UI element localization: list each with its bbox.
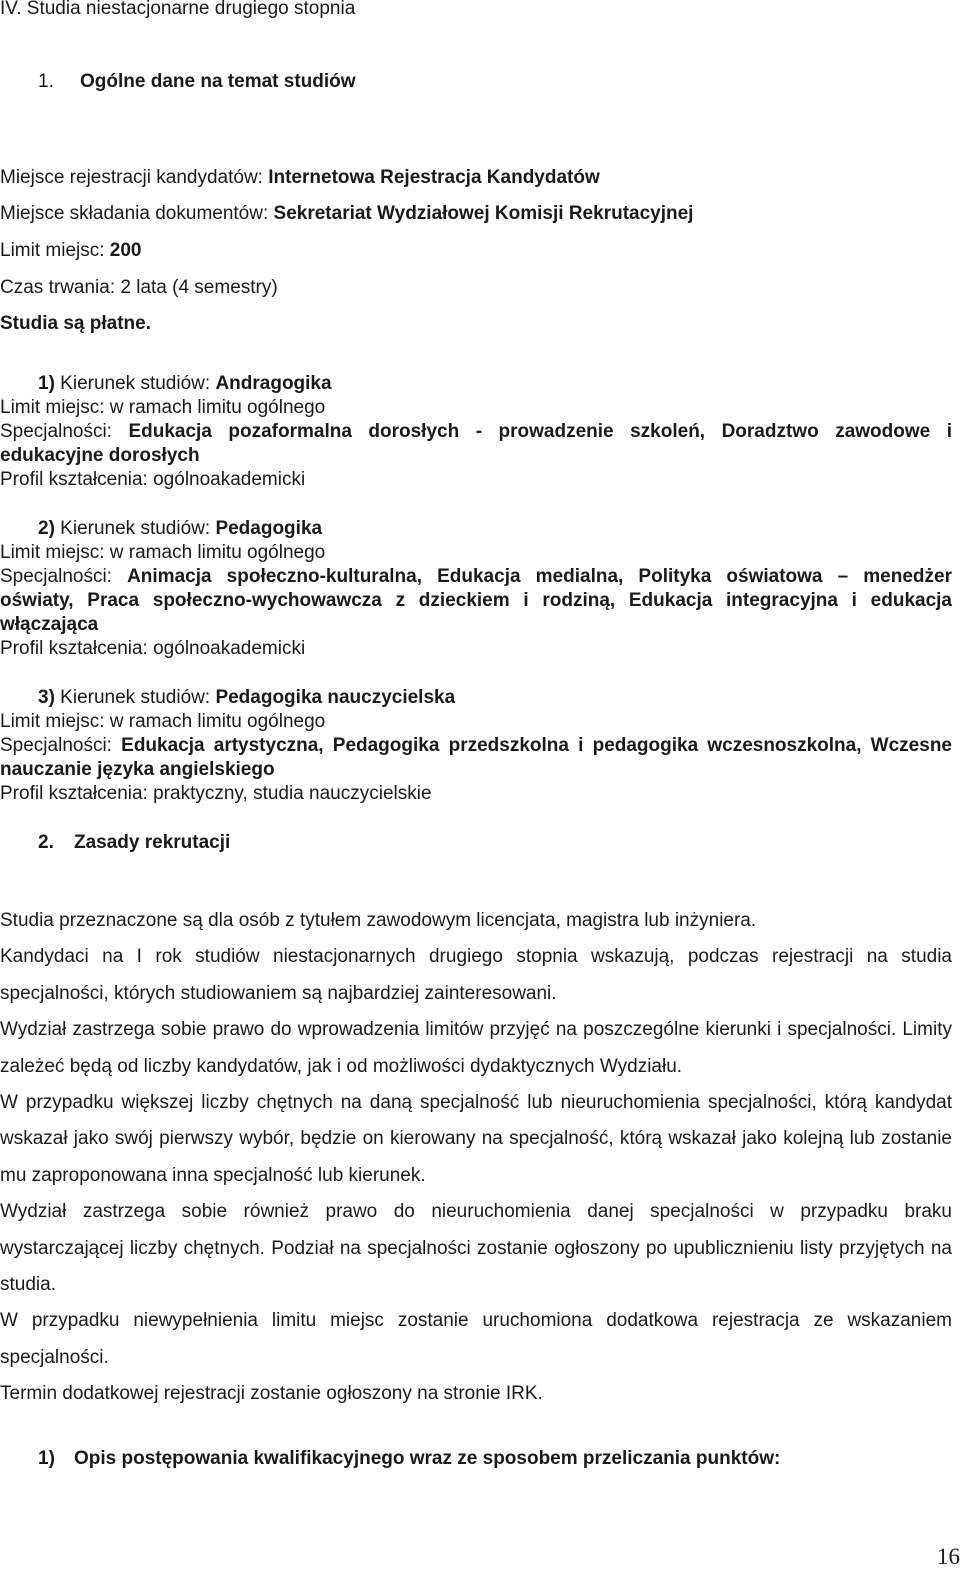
direction-specialties: Specjalności: Edukacja pozaformalna dorosłych - prowadzenie szkoleń, Doradztwo zawodowe i edukacyjne dorosłych (0, 421, 952, 466)
direction-limit: Limit miejsc: w ramach limitu ogólnego (0, 397, 326, 418)
duration-line: Czas trwania: 2 lata (4 semestry) (0, 277, 278, 298)
general-heading: 1. Ogólne dane na temat studiów (38, 71, 356, 92)
rules-paragraph: W przypadku większej liczby chętnych na daną specjalność lub nieuruchomienia specjalności, którą kandydat wskazał jako swój pierwszy wybór, będzie on kierowany na specjalność, którą wskazał jako kolejną lub zostanie mu zaproponowana inna specjalność lub kierunek. (0, 1092, 952, 1186)
direction-limit: Limit miejsc: w ramach limitu ogólnego (0, 711, 326, 732)
rules-paragraph: Termin dodatkowej rejestracji zostanie ogłoszony na stronie IRK. (0, 1383, 543, 1405)
page-number: 16 (937, 1544, 960, 1569)
rules-paragraph: Wydział zastrzega sobie prawo do wprowadzenia limitów przyjęć na poszczególne kierunki i specjalności. Limity zależeć będą od liczby kandydatów, jak i od możliwości dydaktycznych Wydziału. (0, 1019, 952, 1077)
section-title: IV. Studia niestacjonarne drugiego stopnia (0, 0, 356, 19)
rules-paragraph: W przypadku niewypełnienia limitu miejsc zostanie uruchomiona dodatkowa rejestracja ze wskazaniem specjalności. (0, 1310, 952, 1368)
direction-specialties: Specjalności: Edukacja artystyczna, Pedagogika przedszkolna i pedagogika wczesnoszkolna, Wczesne nauczanie języka angielskiego (0, 735, 952, 780)
rules-heading: 2. Zasady rekrutacji (38, 832, 231, 853)
direction-3 (0, 686, 952, 806)
rules-paragraph: Studia przeznaczone są dla osób z tytułem zawodowym licencjata, magistra lub inżyniera. (0, 910, 757, 931)
rules-paragraph: Kandydaci na I rok studiów niestacjonarnych drugiego stopnia wskazują, podczas rejestracji na studia specjalności, których studiowaniem są najbardziej zainteresowani. (0, 946, 952, 1004)
registration-line: Miejsce rejestracji kandydatów: Internetowa Rejestracja Kandydatów (0, 167, 600, 188)
rules-body (0, 903, 952, 1413)
limit-line: Limit miejsc: 200 (0, 240, 142, 261)
direction-limit: Limit miejsc: w ramach limitu ogólnego (0, 542, 326, 563)
direction-heading: 1) Kierunek studiów: Andragogika (38, 373, 332, 394)
documents-line: Miejsce składania dokumentów: Sekretariat Wydziałowej Komisji Rekrutacyjnej (0, 203, 694, 224)
paid-line: Studia są płatne. (0, 313, 151, 334)
direction-specialties: Specjalności: Animacja społeczno-kulturalna, Edukacja medialna, Polityka oświatowa – menedżer oświaty, Praca społeczno-wychowawcza z dzieckiem i rodziną, Edukacja integracyjna i edukacja włączająca (0, 566, 952, 635)
direction-heading: 2) Kierunek studiów: Pedagogika (38, 518, 323, 539)
direction-profile: Profil kształcenia: ogólnoakademicki (0, 469, 306, 490)
direction-1 (0, 372, 952, 492)
rules-paragraph: Wydział zastrzega sobie również prawo do nieuruchomienia danej specjalności w przypadku braku wystarczającej liczby chętnych. Podział na specjalności zostanie ogłoszony po upublicznieniu listy przyjętych na studia. (0, 1201, 952, 1296)
direction-heading: 3) Kierunek studiów: Pedagogika nauczycielska (38, 687, 456, 708)
qualification-subheading: 1) Opis postępowania kwalifikacyjnego wraz ze sposobem przeliczania punktów: (38, 1448, 781, 1469)
direction-2 (0, 517, 952, 661)
direction-profile: Profil kształcenia: ogólnoakademicki (0, 638, 306, 659)
direction-profile: Profil kształcenia: praktyczny, studia nauczycielskie (0, 783, 432, 804)
